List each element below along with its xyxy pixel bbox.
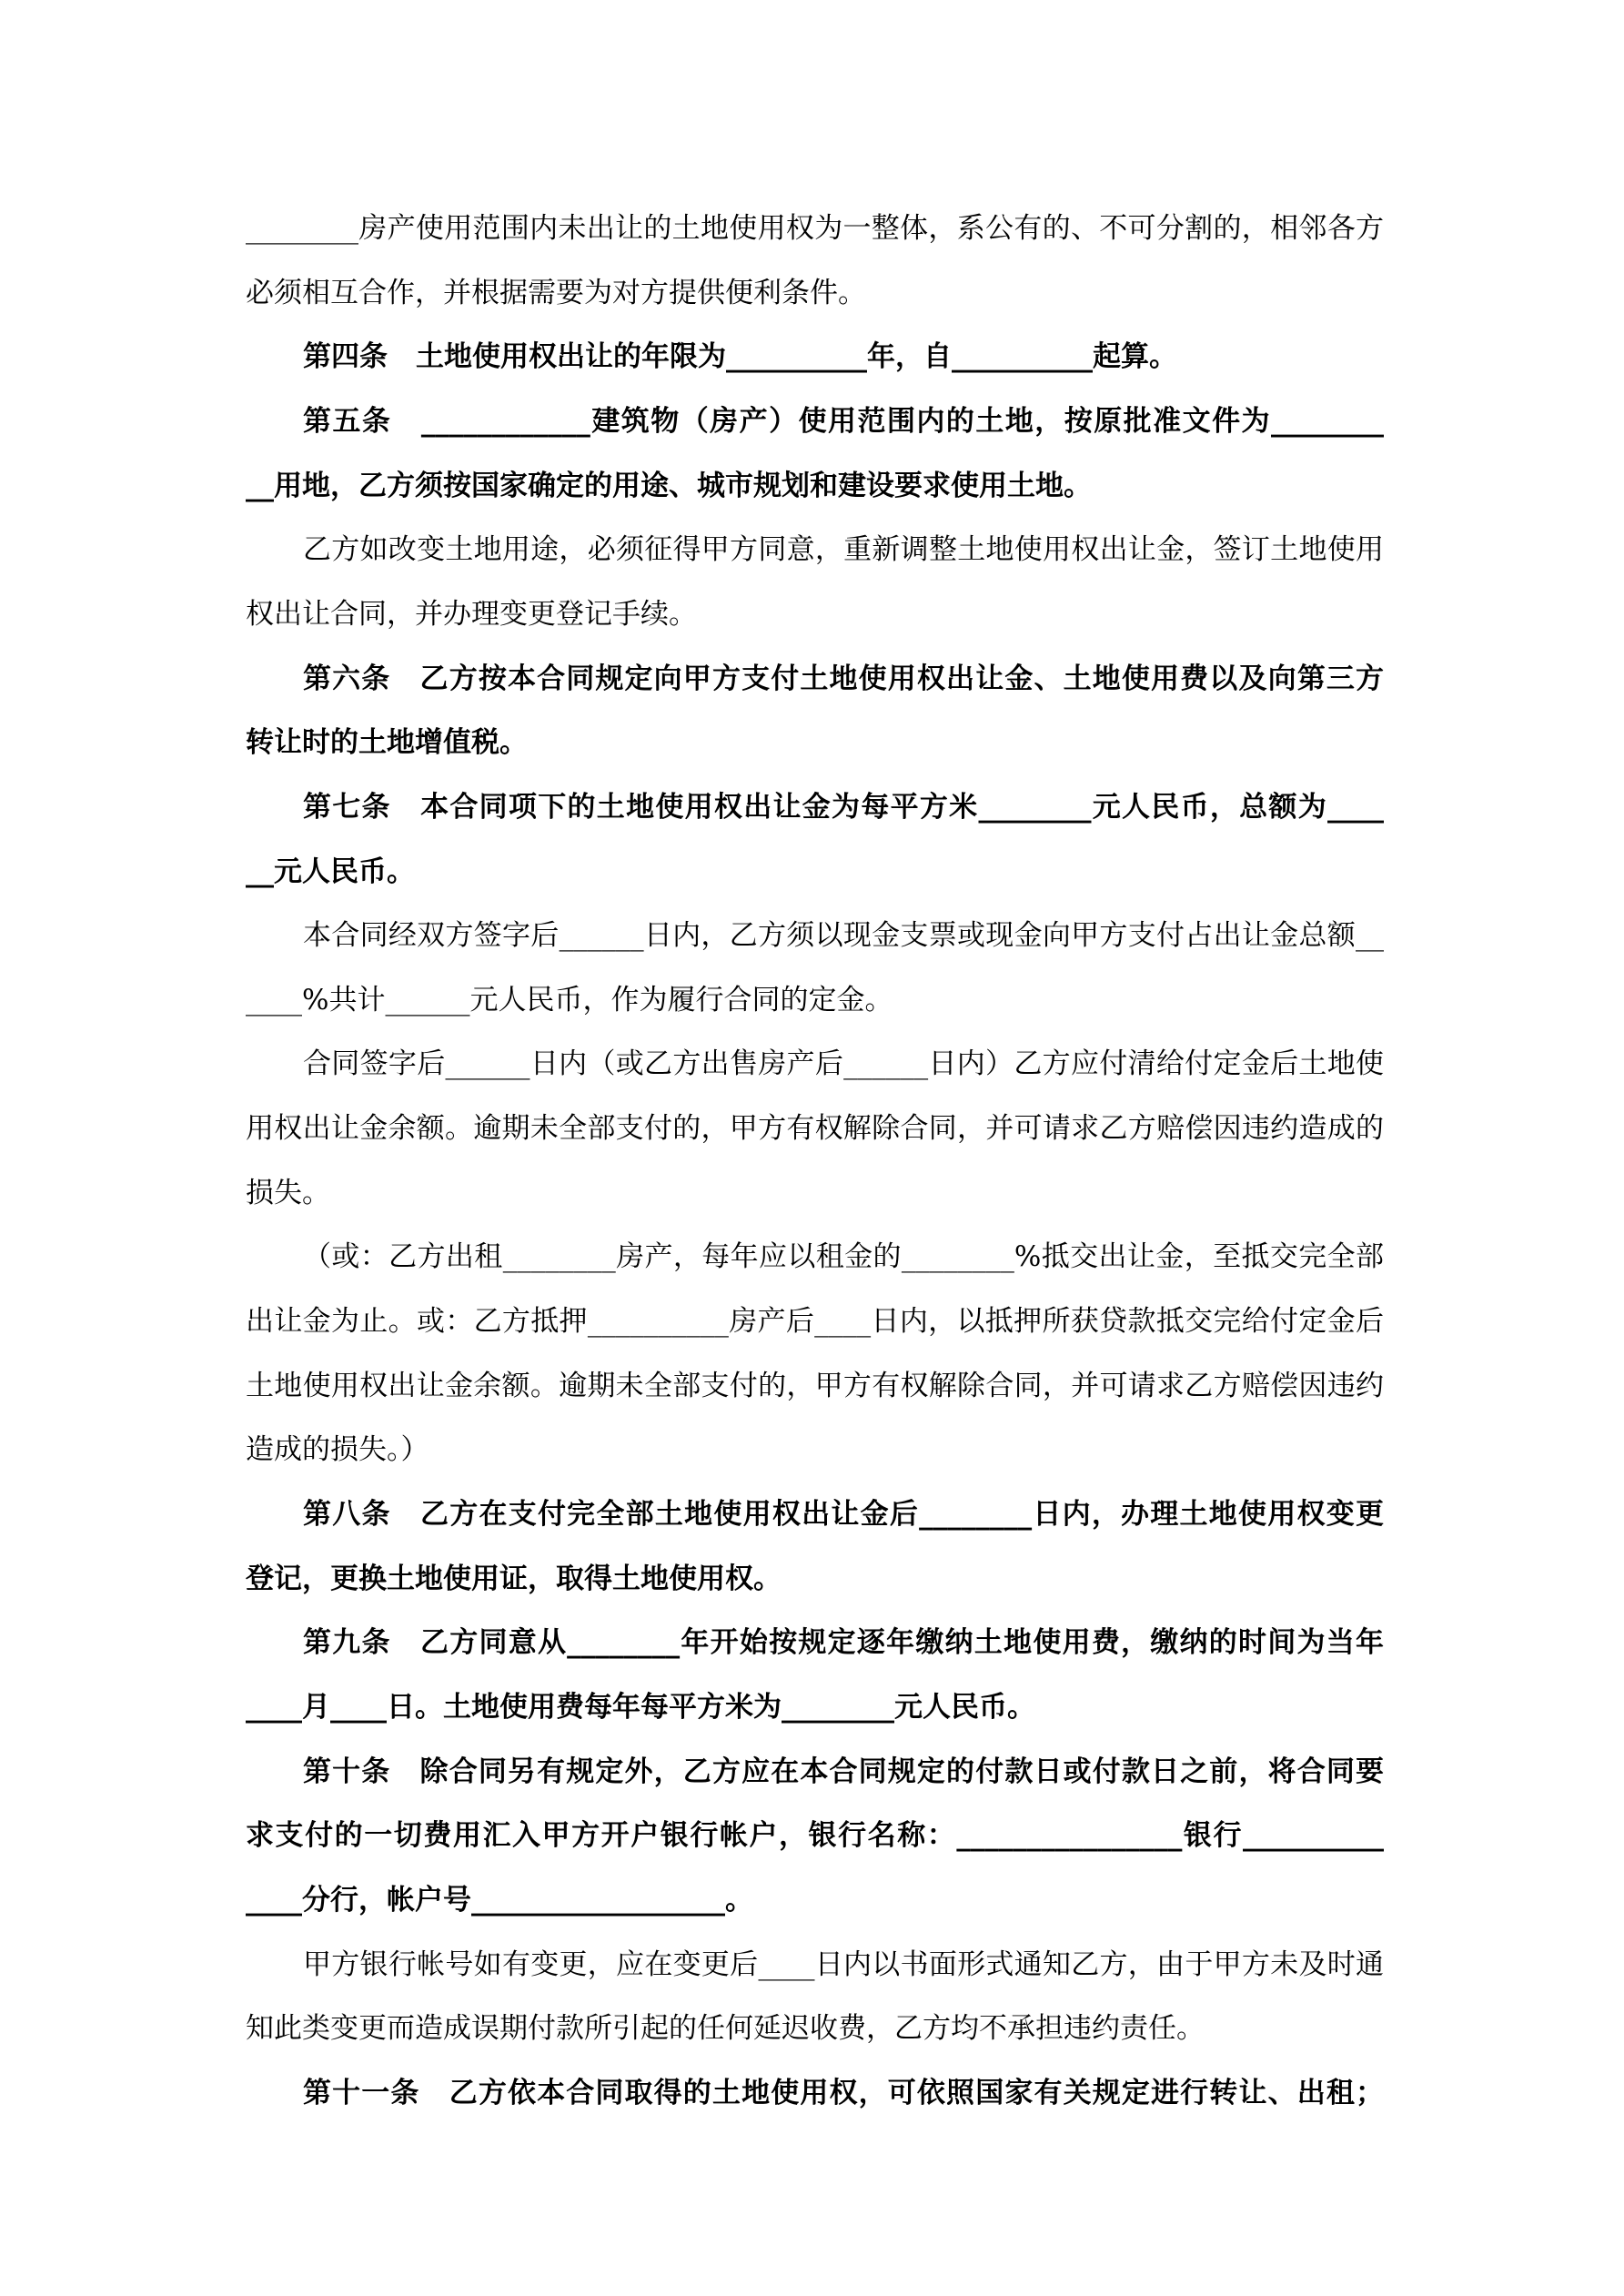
- body-text-line: 乙方如改变土地用途，必须征得甲方同意，重新调整土地使用权出让金，签订土地使用: [303, 533, 1384, 567]
- clause-heading-line: 第八条 乙方在支付完全部土地使用权出让金后________日内，办理土地使用权变更: [303, 1498, 1384, 1531]
- clause-heading-line: ____月____日。土地使用费每年每平方米为________元人民币。: [246, 1690, 1035, 1724]
- body-text-line: 用权出让金余额。逾期未全部支付的，甲方有权解除合同，并可请求乙方赔偿因违约造成的: [246, 1112, 1384, 1146]
- clause-heading-line: __用地，乙方须按国家确定的用途、城市规划和建设要求使用土地。: [246, 469, 1092, 502]
- body-text-line: 土地使用权出让金余额。逾期未全部支付的，甲方有权解除合同，并可请求乙方赔偿因违约: [246, 1369, 1384, 1402]
- clause-heading-line: 第六条 乙方按本合同规定向甲方支付土地使用权出让金、土地使用费以及向第三方: [303, 662, 1384, 695]
- clause-heading-line: __元人民币。: [246, 855, 415, 888]
- body-text-line: 出让金为止。或：乙方抵押__________房产后____日内，以抵押所获贷款抵交完给付定金后: [246, 1305, 1384, 1339]
- body-text-line: 合同签字后______日内（或乙方出售房产后______日内）乙方应付清给付定金后土地使: [303, 1047, 1384, 1081]
- clause-heading-line: 第九条 乙方同意从________年开始按规定逐年缴纳土地使用费，缴纳的时间为当年: [303, 1626, 1384, 1660]
- body-text-line: 本合同经双方签字后______日内，乙方须以现金支票或现金向甲方支付占出让金总额__: [303, 919, 1384, 953]
- clause-heading-line: 登记，更换土地使用证，取得土地使用权。: [246, 1562, 782, 1595]
- body-text-line: （或：乙方出租________房产，每年应以租金的________%抵交出让金，至抵交完全部: [303, 1240, 1384, 1274]
- clause-heading-line: 转让时的土地增值税。: [246, 726, 528, 760]
- clause-heading-line: 第十一条 乙方依本合同取得的土地使用权，可依照国家有关规定进行转让、出租；: [303, 2076, 1384, 2109]
- clause-heading-line: 求支付的一切费用汇入甲方开户银行帐户，银行名称：________________银行__________: [246, 1819, 1384, 1853]
- clause-heading-line: ____分行，帐户号__________________。: [246, 1883, 753, 1917]
- clause-heading-line: 第五条 ____________建筑物（房产）使用范围内的土地，按原批准文件为________: [303, 404, 1384, 438]
- body-text-line: ____%共计______元人民币，作为履行合同的定金。: [246, 983, 893, 1017]
- body-text-line: 造成的损失。）: [246, 1433, 429, 1467]
- clause-heading-line: 第十条 除合同另有规定外，乙方应在本合同规定的付款日或付款日之前，将合同要: [303, 1755, 1384, 1788]
- body-text-line: 必须相互合作，并根据需要为对方提供便利条件。: [246, 276, 866, 309]
- body-text-line: 甲方银行帐号如有变更，应在变更后____日内以书面形式通知乙方，由于甲方未及时通: [303, 1947, 1384, 1981]
- clause-heading-line: 第七条 本合同项下的土地使用权出让金为每平方米________元人民币，总额为____: [303, 790, 1384, 824]
- body-text-line: 损失。: [246, 1176, 330, 1209]
- body-text-line: ________房产使用范围内未出让的土地使用权为一整体，系公有的、不可分割的，相邻各方: [246, 212, 1384, 245]
- body-text-line: 知此类变更而造成误期付款所引起的任何延迟收费，乙方均不承担违约责任。: [246, 2012, 1205, 2046]
- body-text-line: 权出让合同，并办理变更登记手续。: [246, 597, 697, 631]
- clause-heading-line: 第四条 土地使用权出让的年限为__________年，自__________起算。: [303, 340, 1177, 374]
